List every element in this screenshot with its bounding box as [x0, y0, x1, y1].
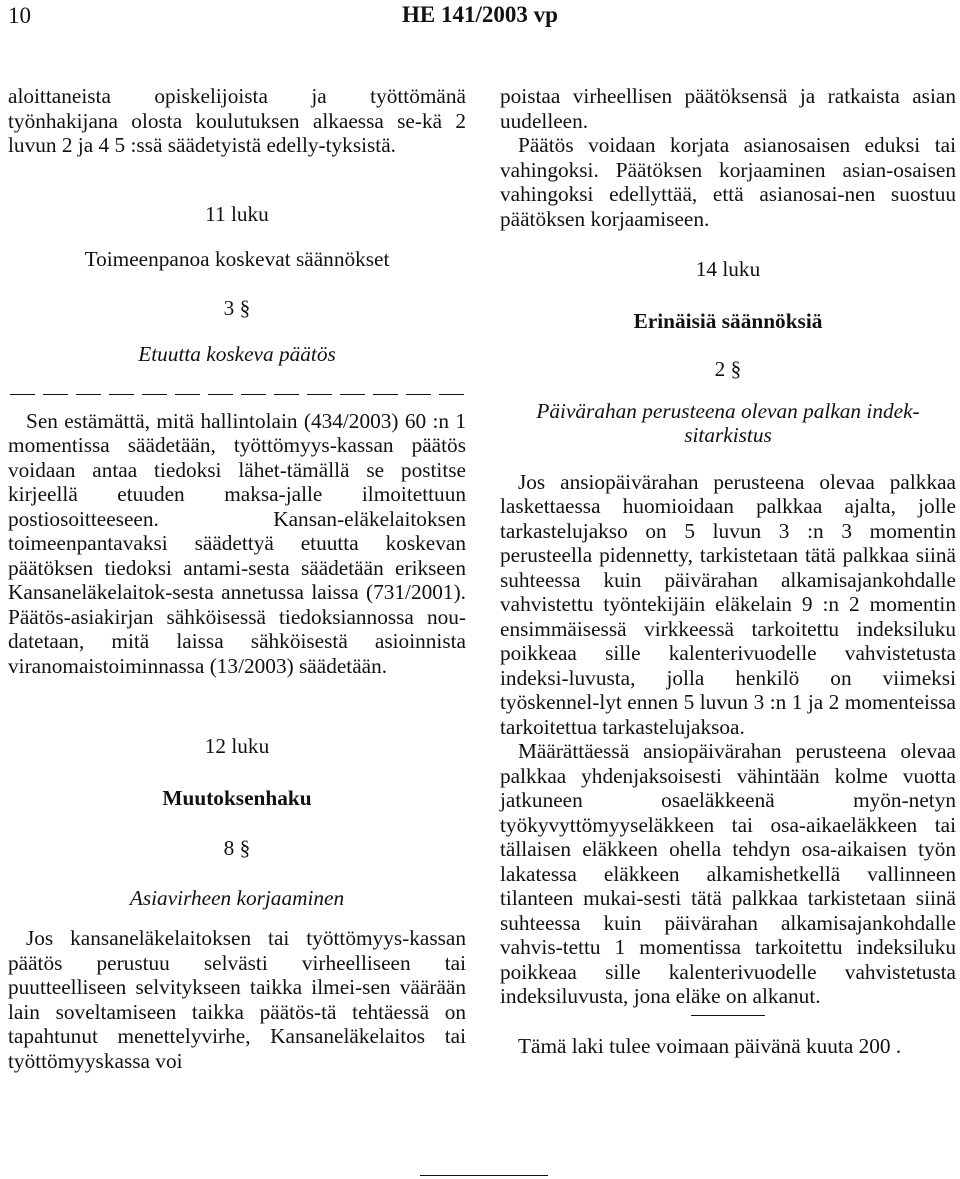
section-8-number: 8 §	[223, 836, 251, 860]
section-8-body: Jos kansaneläkelaitoksen tai työttömyys-kassan päätös perustuu selvästi virheelliseen tai puutteelliseen selvitykseen taikka ilmei-sen väärään lain soveltamiseen taikka päätös-tä tehtäessä on tapahtunut menettelyvirhe, Kansaneläkelaitos tai työttömyyskassa voi	[8, 926, 466, 1073]
section-2-number: 2 §	[714, 357, 742, 381]
left-column	[8, 84, 466, 1073]
page-header	[0, 0, 960, 36]
section-8-title: Asiavirheen korjaaminen	[129, 885, 345, 910]
chapter-12-title: Muutoksenhaku	[162, 785, 312, 810]
right-column	[500, 84, 956, 1058]
end-rule	[691, 1015, 765, 1016]
chapter-12-number: 12 luku	[204, 734, 270, 758]
section-3-title: Etuutta koskeva päätös	[138, 342, 336, 366]
entry-into-force: Tämä laki tulee voimaan päivänä kuuta 200 .	[518, 1033, 902, 1058]
section-3-number: 3 §	[223, 295, 251, 320]
chapter-11-number: 11 luku	[205, 201, 269, 226]
document-id: HE 141/2003 vp	[402, 2, 558, 27]
section-3-body: Sen estämättä, mitä hallintolain (434/2003) 60 :n 1 momentissa säädetään, työttömyys-kassan päätös voidaan antaa tiedoksi lähet-tämällä se postitse kirjeellä etuuden maksa-jalle ilmoitettuun postiosoitteeseen. Kansan-eläkelaitoksen toimeenpantavaksi säädettyä etuutta koskevan päätöksen tiedoksi antami-sesta säädetään erikseen Kansaneläkelaitok-sesta annetussa laissa (731/2001). Päätös-asiakirjan sähköisessä tiedoksiannossa nou-datetaan, mitä laissa sähköisestä asioinnista viranomaistoiminnassa (13/2003) säädetään.	[8, 408, 466, 678]
intro-paragraph: aloittaneista opiskelijoista ja työttömänä työnhakijana olosta koulutuksen alkaessa se-kä 2 luvun 2 ja 4 5 :ssä säädetyistä edelly-tyksistä.	[8, 84, 466, 157]
chapter-14-number: 14 luku	[695, 257, 761, 281]
chapter-14-title: Erinäisiä säännöksiä	[633, 308, 823, 333]
section-2-paragraph-1: Jos ansiopäivärahan perusteena olevaa palkkaa laskettaessa huomioidaan palkkaa ajalta, jolle tarkastelujakso on 5 luvun 3 :n 3 momentin perusteella pidennetty, tarkistetaan tätä palkkaa siinä suhteessa kuin päivärahan alkamisajankohdalle vahvistettu työntekijäin eläkelain 9 :n 2 momentin ensimmäisessä virkkeessä tarkoitettu indeksiluku poikkeaa sille kalenterivuodelle vahvistetusta indeksi-luvusta, jolla henkilö on viimeksi työskennel-lyt ennen 5 luvun 3 :n 1 ja 2 momenteissa tarkoitettua tarkastelujaksoa.	[500, 469, 956, 739]
dash-separator	[10, 383, 464, 407]
section-2-title: Päivärahan perusteena olevan palkan indek-sitarkistus	[536, 398, 920, 447]
section-2-paragraph-2: Määrättäessä ansiopäivärahan perusteena olevaa palkkaa yhdenjaksoisesti vähintään kolme vuotta jatkuneen osaeläkkeenä myön-netyn työkyvyttömyyseläkkeen tai osa-aikaeläkkeen tai tällaisen eläkkeen ohella tehdyn osa-aikaisen työn lakatessa eläkkeen alkamishetkellä vallinneen tilanteen mukai-sesti tätä palkkaa tarkistetaan siinä suhteessa kuin päivärahan alkamisajankohdalle vahvis-tettu 1 momentissa tarkoitettu indeksiluku poikkeaa sille kalenterivuodelle vahvistetusta indeksiluvusta, jona eläke on alkanut.	[500, 739, 956, 1008]
bottom-rule	[420, 1175, 548, 1176]
section-8-paragraph-2: Päätös voidaan korjata asianosaisen eduksi tai vahingoksi. Päätöksen korjaaminen asian-osaisen vahingoksi edellyttää, että asianosai-nen suostuu päätöksen korjaamiseen.	[500, 133, 956, 231]
section-8-continuation: poistaa virheellisen päätöksensä ja ratkaista asian uudelleen.	[500, 84, 956, 133]
page-number: 10	[8, 3, 31, 28]
chapter-11-title: Toimeenpanoa koskevat säännökset	[84, 247, 390, 271]
